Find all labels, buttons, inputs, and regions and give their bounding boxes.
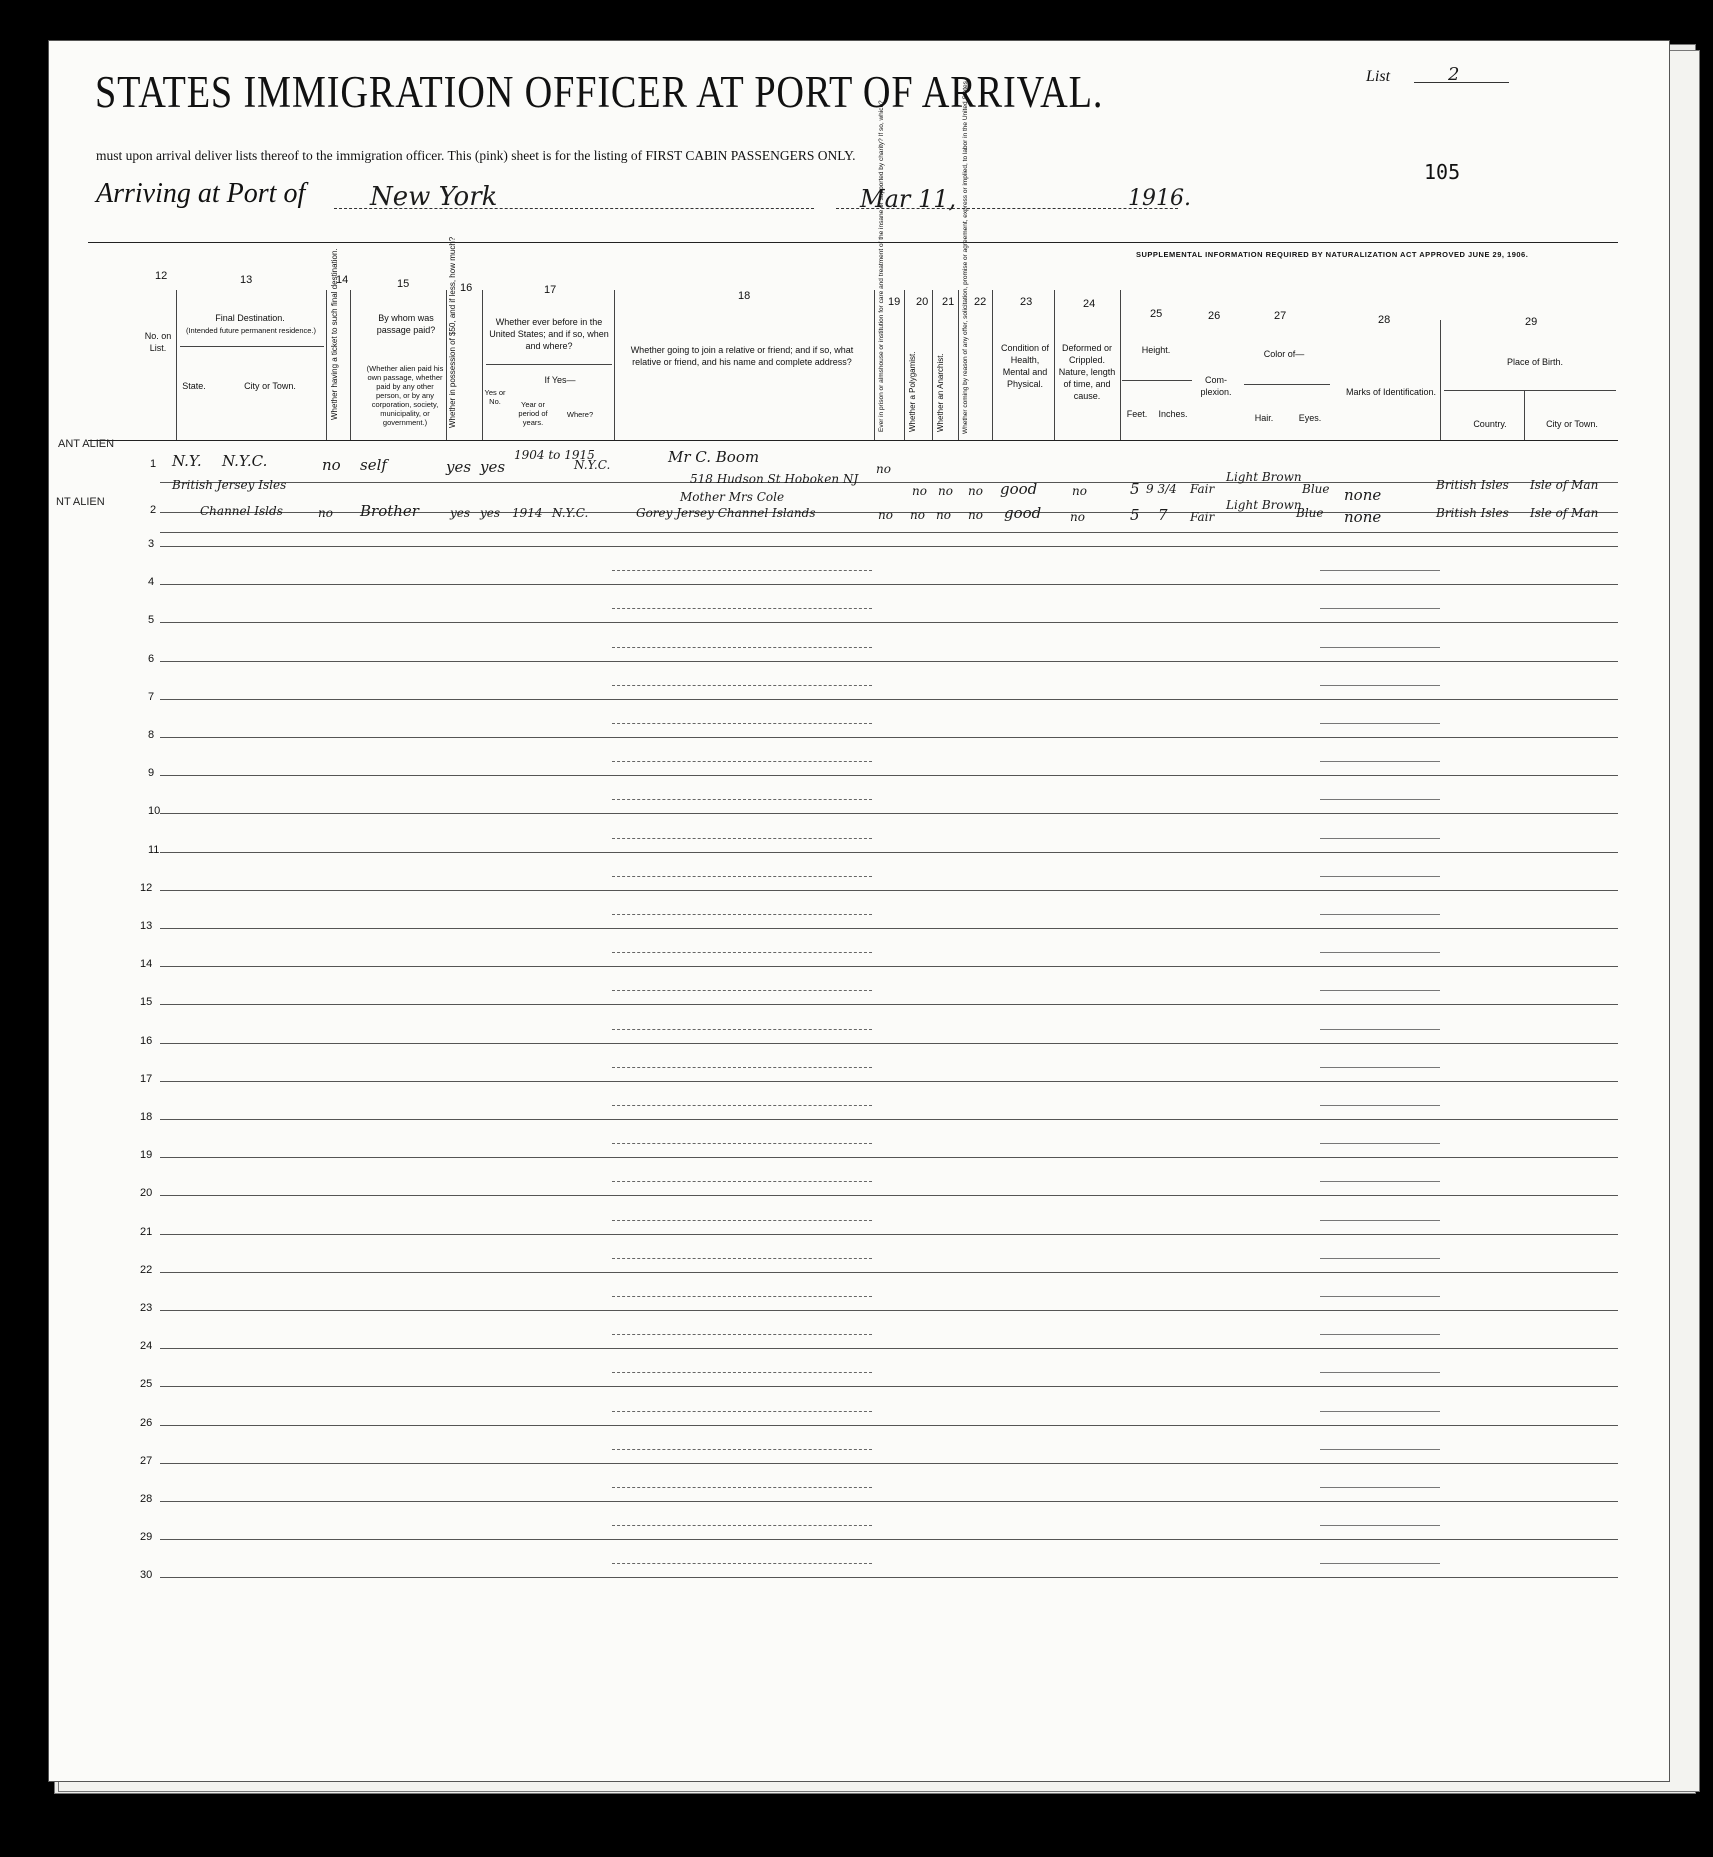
row-rule [160,1310,1618,1311]
hdr-eyes: Eyes. [1298,413,1322,423]
row-rule [160,1119,1618,1120]
hdr-color-of: Color of— [1263,349,1305,359]
row-rule [160,1004,1618,1005]
row-number: 19 [140,1149,153,1162]
row-rule [160,1081,1618,1082]
marks-rule [1320,1372,1440,1373]
row-number: 5 [148,614,155,627]
hdr-if-yes: If Yes— [544,375,576,385]
row-1-deformed: no [1072,484,1087,498]
marks-rule [1320,1449,1440,1450]
row-2-city: Channel Islds [200,504,283,518]
address-rule [612,952,872,953]
marks-rule [1320,1334,1440,1335]
row-number: 6 [148,652,155,665]
row-rule [160,1234,1618,1235]
hdr-feet: Feet. [1126,409,1148,419]
hdr-place-of-birth: Place of Birth. [1506,357,1564,367]
hdr-prison: Ever in prison or almshouse or institution for care and treatment of the insane or supported by charity? If so, which? [878,100,885,432]
address-rule [612,1029,872,1030]
row-rule [160,699,1618,700]
address-rule [612,1105,872,1106]
hdr-joining: Whether going to join a relative or friend; and if so, what relative or friend, and his name and complete address? [630,345,854,367]
marks-rule [1320,799,1440,800]
address-rule [612,1334,872,1335]
hdr-year-period: Year or period of years. [518,400,548,427]
address-rule [612,1067,872,1068]
row-2-deformed: no [1070,510,1085,524]
row-rule [160,546,1618,547]
hdr-where: Where? [566,410,594,419]
row-1-ticket: no [322,456,341,474]
colnum-26: 26 [1208,310,1221,322]
hdr-height-rule [1122,380,1192,381]
hdr-inches: Inches. [1158,409,1188,419]
marks-rule [1320,1143,1440,1144]
row-2-birth-city: Isle of Man [1530,506,1599,520]
row-1-city: N.Y.C. [222,452,268,470]
colnum-18: 18 [738,290,751,302]
row-2-before-yes: yes [480,506,501,520]
hdr-sep-14 [1440,320,1441,440]
year-value: 1916. [1128,186,1191,211]
address-rule [612,1525,872,1526]
address-rule [612,990,872,991]
marks-rule [1320,1029,1440,1030]
row-2-marks: none [1344,508,1382,526]
colnum-16: 16 [460,282,473,294]
marks-rule [1320,608,1440,609]
row-2-complexion: Fair [1190,510,1215,524]
row-2-paid-by: Brother [360,502,419,520]
address-rule [612,723,872,724]
address-rule [612,1563,872,1564]
row-1-joining-1: Mr C. Boom [668,448,760,466]
colnum-17: 17 [544,284,557,296]
margin-note-1: ANT ALIEN [58,438,115,450]
row-2-before-where: N.Y.C. [552,506,589,520]
address-rule [612,799,872,800]
hdr-city: City or Town. [244,381,296,391]
row-1-prison: no [876,462,891,476]
row-rule [160,775,1618,776]
marks-rule [1320,952,1440,953]
row-number: 15 [140,996,153,1009]
colnum-28: 28 [1378,314,1391,326]
row-rule [160,1501,1618,1502]
colnum-21: 21 [942,296,955,308]
hdr-sep-10 [958,290,959,440]
row-number: 4 [148,576,155,589]
hdr-sep-9 [932,290,933,440]
row-2-eyes: Blue [1296,506,1324,520]
colnum-12: 12 [155,270,168,282]
marks-rule [1320,914,1440,915]
list-underline [1414,82,1509,83]
row-2-state: British Jersey Isles [172,478,287,492]
row-rule [160,1577,1618,1578]
list-label: List [1366,68,1391,85]
row-number: 3 [148,538,155,550]
row-number: 23 [140,1302,153,1314]
hdr-final-destination-note: (Intended future permanent residence.) [185,326,317,335]
row-rule [160,622,1618,623]
row-2-contract: no [968,508,983,522]
row-rule [160,1043,1618,1044]
hdr-sep-12 [1054,290,1055,440]
row-1-joining-2: 518 Hudson St Hoboken NJ [690,472,859,486]
row-rule [160,1539,1618,1540]
row-2-polygamist: no [910,508,925,522]
hdr-ever-before-rule [486,364,612,365]
hdr-deformed: Deformed or Crippled. Nature, length of time, and cause. [1058,343,1116,401]
row-1-marks: none [1344,486,1382,504]
colnum-29: 29 [1525,316,1538,328]
row-rule [160,1272,1618,1273]
colnum-13: 13 [240,274,253,286]
address-rule [612,914,872,915]
marks-rule [1320,1105,1440,1106]
hdr-sep-4 [446,290,447,440]
row-1-country: British Isles [1436,478,1509,492]
row-1-paid-by: self [360,456,387,474]
header-top-rule [88,242,1618,243]
hdr-condition: Condition of Health, Mental and Physical. [1000,343,1050,389]
colnum-25: 25 [1150,308,1163,320]
hdr-birth-rule [1444,390,1616,391]
row-rule [160,1425,1618,1426]
marks-rule [1320,1563,1440,1564]
hdr-anarchist: Whether an Anarchist. [936,353,945,432]
address-rule [612,1487,872,1488]
row-2-prison: no [878,508,893,522]
header-bottom-rule [88,440,1618,441]
marks-rule [1320,761,1440,762]
colnum-15: 15 [397,278,410,290]
address-rule [612,685,872,686]
hdr-possession: Whether in possession of $50, and if less, how much? [448,236,457,428]
row-rule [160,1463,1618,1464]
marks-rule [1320,1411,1440,1412]
marks-rule [1320,723,1440,724]
row-number: 20 [140,1187,153,1200]
marks-rule [1320,876,1440,877]
row-2-country: British Isles [1436,506,1509,520]
colnum-24: 24 [1083,298,1096,310]
hdr-hair: Hair. [1254,413,1274,423]
colnum-23: 23 [1020,296,1033,308]
address-rule [612,1220,872,1221]
row-number: 7 [148,690,155,703]
row-number: 24 [140,1340,153,1353]
row-2-anarchist: no [936,508,951,522]
row-2-before-years: 1914 [512,506,543,520]
marks-rule [1320,1220,1440,1221]
row-1-hair: Light Brown [1226,470,1302,484]
hdr-color-rule [1244,384,1330,385]
row-rule [160,1195,1618,1196]
row-1-before-where: N.Y.C. [574,458,611,472]
row-1-feet: 5 [1130,480,1140,498]
address-rule [612,1181,872,1182]
row-number: 16 [140,1034,153,1047]
hdr-sep-1 [176,290,177,440]
hdr-final-destination: Final Destination. [215,313,285,323]
marks-rule [1320,647,1440,648]
hdr-passage-note: (Whether alien paid his own passage, whether paid by any other person, or by any corporation, society, municipality, or government.) [366,364,444,427]
row-1-polygamist: no [912,484,927,498]
hdr-state: State. [182,381,206,391]
row-rule [160,737,1618,738]
row-number: 13 [140,920,153,932]
hdr-sep-8 [904,290,905,440]
row-2-number: 2 [150,504,157,516]
list-value: 2 [1448,64,1460,85]
marks-rule [1320,1181,1440,1182]
hdr-final-dest-rule [180,346,324,347]
address-rule [612,1372,872,1373]
row-rule [160,813,1618,814]
hdr-ever-before: Whether ever before in the United States; and if so, when and where? [489,317,609,351]
row-1-contract: no [968,484,983,498]
colnum-22: 22 [974,296,987,308]
page-number: 105 [1424,160,1461,184]
hdr-sep-3 [350,290,351,440]
hdr-sep-2 [326,290,327,440]
row-1-before-years: 1904 to 1915 [514,448,595,462]
marks-rule [1320,1258,1440,1259]
row-2-joining-2: Gorey Jersey Channel Islands [636,506,816,520]
row-1-birth-city: Isle of Man [1530,478,1599,492]
row-rule [160,928,1618,929]
row-2-ticket: no [318,506,333,520]
hdr-sep-15 [1524,390,1525,440]
row-number: 26 [140,1416,153,1429]
row-number: 9 [148,767,155,780]
row-rule [160,966,1618,967]
address-rule [612,761,872,762]
hdr-contract: Whether coming by reason of any offer, solicitation, promise or agreement, express or implied, to labor in the United States. [962,79,969,434]
row-2-feet: 5 [1130,506,1140,524]
row-2-inches: 7 [1158,506,1168,524]
colnum-19: 19 [888,296,901,308]
row-1-number: 1 [150,458,157,470]
page-subtitle: must upon arrival deliver lists thereof to the immigration officer. This (pink) sheet is for the listing of FIRST CABIN PASSENGERS ONLY. [96,148,856,163]
supplemental-heading: SUPPLEMENTAL INFORMATION REQUIRED BY NATURALIZATION ACT APPROVED JUNE 29, 1906. [1136,250,1529,259]
hdr-sep-6 [614,290,615,440]
row-1-anarchist: no [938,484,953,498]
hdr-sep-5 [482,290,483,440]
port-value: New York [370,182,498,212]
row-number: 14 [140,958,153,971]
colnum-14: 14 [336,274,349,286]
margin-note-2: NT ALIEN [56,496,105,508]
hdr-complexion: Com- plexion. [1200,375,1232,397]
colnum-27: 27 [1274,310,1287,322]
address-rule [612,608,872,609]
row-2-condition: good [1004,504,1042,522]
row-2-hair: Light Brown [1226,498,1302,512]
colnum-20: 20 [916,296,929,308]
hdr-sep-11 [992,290,993,440]
row-rule [160,852,1618,853]
row-2-joining-1: Mother Mrs Cole [680,490,785,504]
marks-rule [1320,1525,1440,1526]
row-number: 29 [140,1531,153,1544]
row-number: 30 [140,1569,153,1582]
marks-rule [1320,838,1440,839]
row-1-possession: yes [446,458,472,476]
address-rule [612,1449,872,1450]
row-number: 17 [140,1072,153,1085]
address-rule [612,1258,872,1259]
hdr-height: Height. [1141,345,1171,355]
row-number: 25 [140,1378,153,1391]
row-rule [160,482,1618,483]
row-number: 21 [140,1225,153,1238]
row-rule [160,584,1618,585]
row-1-before-yes: yes [480,458,506,476]
row-number: 8 [148,729,155,741]
row-number: 12 [140,881,153,894]
row-number: 28 [140,1493,153,1505]
row-rule [160,1386,1618,1387]
hdr-sep-7 [874,290,875,440]
row-rule [160,532,1618,533]
hdr-city-town: City or Town. [1546,419,1598,429]
marks-rule [1320,1487,1440,1488]
row-number: 10 [148,805,161,818]
marks-rule [1320,570,1440,571]
date-value: Mar 11, [860,185,957,213]
address-rule [612,1296,872,1297]
marks-rule [1320,1296,1440,1297]
row-rule [160,661,1618,662]
marks-rule [1320,990,1440,991]
row-1-condition: good [1000,480,1038,498]
address-rule [612,1143,872,1144]
row-1-eyes: Blue [1302,482,1330,496]
row-number: 27 [140,1454,153,1467]
address-rule [612,838,872,839]
address-rule [612,570,872,571]
manifest-sheet [48,40,1670,1782]
row-1-inches: 9 3/4 [1146,482,1177,496]
row-rule [160,1157,1618,1158]
hdr-marks: Marks of Identification. [1345,387,1437,397]
marks-rule [1320,1067,1440,1068]
page-title: STATES IMMIGRATION OFFICER AT PORT OF ARRIVAL. [95,67,1104,117]
row-1-complexion: Fair [1190,482,1215,496]
hdr-passage-paid: By whom was passage paid? [376,313,436,335]
address-rule [612,876,872,877]
row-number: 11 [148,843,160,856]
row-rule [160,890,1618,891]
hdr-polygamist: Whether a Polygamist. [908,351,917,432]
row-rule [160,1348,1618,1349]
hdr-sep-13 [1120,290,1121,440]
row-1-state: N.Y. [172,452,202,470]
address-rule [612,1411,872,1412]
hdr-yes-no: Yes or No. [484,388,506,406]
arriving-label: Arriving at Port of [96,178,306,209]
address-rule [612,647,872,648]
row-number: 22 [140,1263,153,1276]
marks-rule [1320,685,1440,686]
hdr-no-on-list: No. on List. [144,331,172,353]
hdr-ticket: Whether having a ticket to such final destination. [330,248,339,420]
hdr-country: Country. [1473,419,1507,429]
row-2-possession: yes [450,506,471,520]
row-number: 18 [140,1111,153,1123]
